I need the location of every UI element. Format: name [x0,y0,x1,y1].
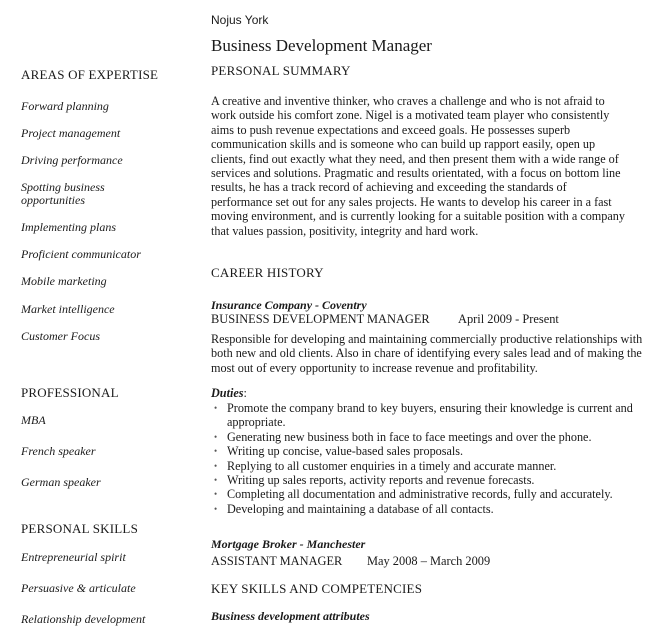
duty-item: • Generating new business both in face to face meetings and over the phone. [214,429,592,444]
bullet-icon: • [214,403,218,413]
bullet-icon: • [214,446,218,457]
expertise-item: Implementing plans [21,220,116,234]
expertise-item: Spotting business opportunities [21,180,105,207]
bullet-icon: • [214,489,218,500]
expertise-item: Customer Focus [21,329,100,343]
duties-label: Duties: [211,386,247,400]
job-role-line [211,554,611,569]
expertise-item: Driving performance [21,153,123,167]
expertise-item: Mobile marketing [21,274,107,288]
job-dates: April 2009 - Present [458,312,559,326]
summary-text: A creative and inventive thinker, who craves a challenge and who is not afraid to work outside his comfort zone. Nigel is a motivated team player who consistently aims to push revenue expectations and exceed goals. He possesses superb communication skills and is someone who can build up rapport easily, open up clients, find out exactly what they need, and then present them with a wide range of services and solutions. Pragmatic and results orientated, with a focus on bottom line results, he has a track record of achieving and exceeding the standards of performance set out for any sales projects. He wants to develop his career in a fast moving environment, and is currently looking for a suitable position with a company that values passion, positivity, integrity and hard work. [211,94,625,238]
job-company: Insurance Company - Coventry [211,298,367,312]
duties-list [213,401,633,516]
bullet-icon: • [214,460,218,471]
expertise-item: Proficient communicator [21,247,141,261]
summary-heading: PERSONAL SUMMARY [211,63,351,78]
personal-skill-item: Relationship development [21,612,146,626]
duty-item: • Completing all documentation and administrative records, fully and accurately. [214,487,613,502]
job-role: ASSISTANT MANAGER [211,554,343,568]
expertise-item: Project management [21,126,121,140]
job-company: Mortgage Broker - Manchester [211,537,366,551]
duty-item: • Promote the company brand to key buyers, ensuring their knowledge is current and appropriate. [214,401,633,430]
expertise-item: Forward planning [21,99,109,113]
professional-heading: PROFESSIONAL [21,385,119,400]
job-dates: May 2008 – March 2009 [367,554,491,568]
job-description: Responsible for developing and maintaining commercially productive relationships with both new and old clients. Also in chare of identifying every sales lead and of making the most out of every opportunity to increase revenue and profitability. [211,332,643,375]
expertise-item: Market intelligence [21,302,115,316]
duty-item: • Replying to all customer enquiries in a timely and accurate manner. [214,458,557,473]
career-heading: CAREER HISTORY [211,265,324,280]
key-skills-heading: KEY SKILLS AND COMPETENCIES [211,581,423,596]
bullet-icon: • [214,503,218,514]
personal-skill-item: Entrepreneurial spirit [21,550,126,564]
personal-skill-item: Persuasive & articulate [21,581,136,595]
expertise-heading: AREAS OF EXPERTISE [21,67,159,82]
job-role-line [211,312,611,327]
duty-item: • Developing and maintaining a database of all contacts. [214,501,494,516]
professional-item: French speaker [21,444,96,458]
personal-skills-heading: PERSONAL SKILLS [21,521,139,536]
bullet-icon: • [214,431,218,442]
candidate-name: Nojus York [211,13,269,27]
duties-list-wrap [213,401,633,516]
duty-item: • Writing up concise, value-based sales proposals. [214,444,464,459]
duty-item: • Writing up sales reports, activity reports and revenue forecasts. [214,473,535,488]
bullet-icon: • [214,475,218,486]
key-skills-subheading: Business development attributes [211,609,370,623]
professional-item: German speaker [21,475,101,489]
job-title: Business Development Manager [211,36,432,55]
professional-item: MBA [21,413,46,427]
job-role: BUSINESS DEVELOPMENT MANAGER [211,312,430,326]
